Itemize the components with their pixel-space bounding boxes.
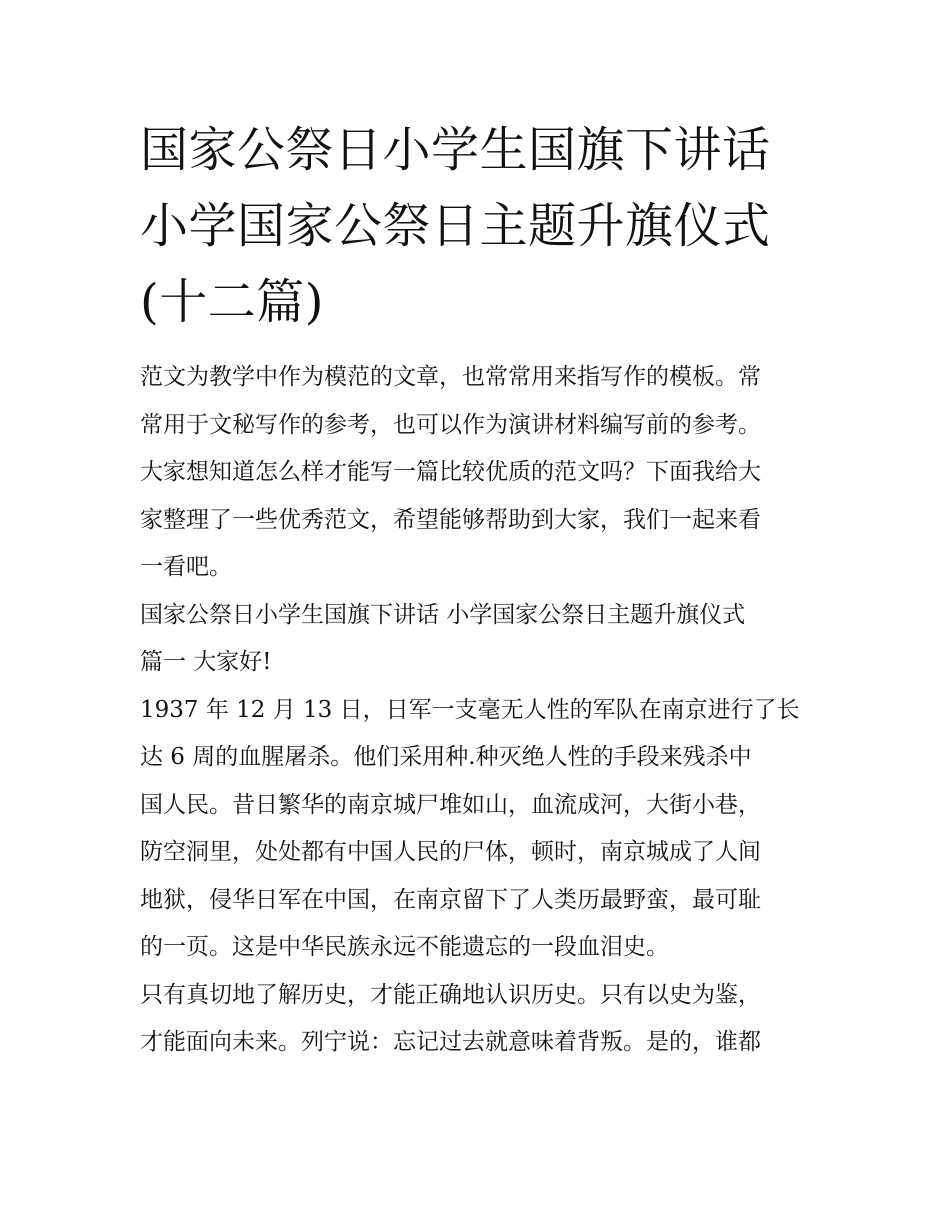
paragraph-line: 只有真切地了解历史，才能正确地认识历史。只有以史为鉴， [140, 981, 761, 1008]
paragraph-history [140, 687, 820, 972]
title-line: 小学国家公祭日主题升旗仪式 [140, 198, 771, 254]
paragraph-line: 地狱，侵华日军在中国，在南京留下了人类历最野蛮，最可耻 [140, 886, 761, 913]
paragraph-line: 常用于文秘写作的参考，也可以作为演讲材料编写前的参考。 [140, 411, 761, 438]
paragraph-line: 国人民。昔日繁华的南京城尸堆如山，血流成河，大街小巷， [140, 791, 761, 818]
paragraph-line: 防空洞里，处处都有中国人民的尸体，顿时，南京城成了人间 [140, 839, 761, 865]
paragraph-intro [140, 354, 820, 592]
title-line: 国家公祭日小学生国旗下讲话 [140, 122, 771, 178]
paragraph-reflection [140, 972, 820, 1067]
paragraph-line: 才能面向未来。列宁说：忘记过去就意味着背叛。是的，谁都 [140, 1029, 761, 1055]
paragraph-line: 家整理了一些优秀范文，希望能够帮助到大家，我们一起来看 [140, 506, 761, 533]
document-content [140, 112, 820, 1067]
paragraph-section-heading [140, 592, 820, 687]
paragraph-line: 大家想知道怎么样才能写一篇比较优质的范文吗？下面我给大 [140, 459, 761, 485]
document-title [140, 112, 820, 340]
paragraph-line: 国家公祭日小学生国旗下讲话 小学国家公祭日主题升旗仪式 [140, 601, 746, 628]
paragraph-line: 篇一 大家好! [140, 649, 272, 675]
paragraph-line: 1937 年 12 月 13 日，日军一支毫无人性的军队在南京进行了长 [140, 696, 800, 723]
paragraph-line: 一看吧。 [140, 554, 232, 580]
paragraph-line: 的一页。这是中华民族永远不能遗忘的一段血泪史。 [140, 934, 669, 960]
title-line: (十二篇) [140, 274, 324, 330]
paragraph-line: 达 6 周的血腥屠杀。他们采用种.种灭绝人性的手段来残杀中 [140, 744, 752, 770]
paragraph-line: 范文为教学中作为模范的文章，也常常用来指写作的模板。常 [140, 364, 761, 390]
